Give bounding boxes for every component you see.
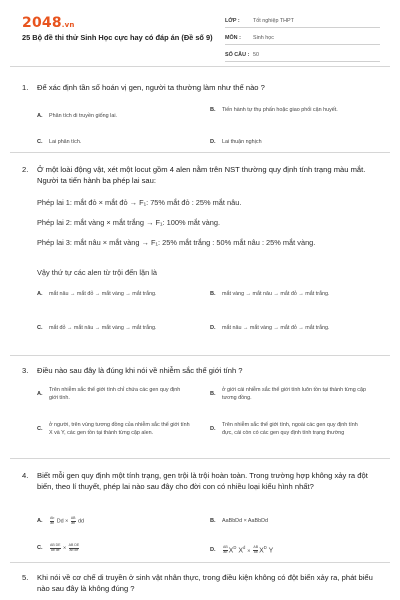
exam-meta: [225, 14, 380, 65]
genotype-fraction: $\frac{AB}{ab}$: [253, 545, 259, 554]
q2-option-d[interactable]: D. mắt nâu → mắt vàng → mắt đỏ → mắt trắng.: [210, 325, 330, 331]
exam-header: [0, 0, 400, 62]
q3-option-b[interactable]: B. ở giới cái nhiễm sắc thể giới tính luôn tồn tại thành từng cặp tương đồng.: [210, 387, 366, 402]
divider: [10, 562, 390, 563]
divider: [10, 152, 390, 153]
meta-class: LỚP : Tốt nghiệp THPT: [225, 14, 380, 28]
meta-question-count: SỐ CÂU : 50: [225, 48, 380, 62]
q3-option-d[interactable]: D. Trên nhiễm sắc thể giới tính, ngoài các gen quy định tính đực, cái còn có các gen quy định tính trạng thường: [210, 422, 358, 437]
q4-option-d[interactable]: D. $\frac{AB}{ab}$ $X^D$ $X^d$ × $\frac{AB}{ab}$ $X^D$ Y: [210, 545, 274, 555]
q2-option-a[interactable]: A. mắt nâu → mắt đỏ → mắt vàng → mắt trắng.: [37, 291, 157, 297]
q4-option-b[interactable]: B. AaBbDd × AaBbDd: [210, 518, 269, 524]
exam-title: 25 Bộ đề thi thử Sinh Học cực hay có đáp án (Đề số 9): [22, 33, 213, 42]
exam-page: 2048.vn 25 Bộ đề thi thử Sinh Học cực hay có đáp án (Đề số 9) LỚP : Tốt nghiệp THPT MÔN : Sinh học SỐ CÂU : 50 1. Để xác định tần số hoán vị gen, người ta thường làm như thế nào ? A. Phân tích di truyền giống lai. B. Tiến hành tự thụ phấn hoặc giao phối cận huyết. C. Lai phân tích. D. Lai thuận nghịch 2. Ở một loài động vật, xét một locut gồm 4 alen nằm trên NST thường quy định tính trạng màu mắt. Người ta tiến hành ba phép lai sau: Phép lai 1: mắt đỏ × mắt đỏ → F₁: 75% mắt đỏ : 25% mắt nâu. Phép lai 2: mắt vàng × mắt trắng → F₁: 100% mắt vàng. Phép lai 3: mắt nâu × mắt vàng → F₁: 25% mắt trắng : 50% mắt nâu : 25% mắt vàng. Vậy thứ tự các alen từ trội đến lặn là A. mắt nâu → mắt đỏ → mắt vàng → mắt trắng. B. mắt vàng → mắt nâu → mắt đỏ → mắt trắng. C. mắt đỏ → mắt nâu → mắt vàng → mắt trắng. D. mắt nâu → mắt vàng → mắt đỏ → mắt trắng. 3. Điều nào sau đây là đúng khi nói về nhiễm sắc thể giới tính ? A. Trên nhiễm sắc thể giới tính chỉ chứa các gen quy định giới tính. B. ở giới cái nhiễm sắc thể giới tính luôn tồn tại thành từng cặp tương đồng. C. ở người, trên vùng tương đồng của nhiễm sắc thể giới tính X và Y, các gen tồn tại thành từng cặp alen. D. Trên nhiễm sắc thể giới tính, ngoài các gen quy định tính đực, cái còn có các gen quy định tính trạng thường 4. Biết mỗi gen quy định một tính trạng, gen trội là trội hoàn toàn. Trong trường hợp không xảy ra đột biến, theo lí thuyết, phép lai nào sau đây cho đời con có nhiều loại kiểu hình nhất? A. $\frac{Ab}{ab}$ Dd × $\frac{AB}{ab}$ dd B. AaBbDd × AaBbDd C. $\frac{\text{AB DE}}{\text{ab de}}$ × $\frac{\text{AB DE}}{\text{ab de}}$ D. $\frac{AB}{ab}$ $X^D$ $X^d$ × $\frac{AB}{ab}$ $X^D$ Y 5. Khi nói về cơ chế di truyền ở sinh vật nhân thực, trong điều kiện không có đột biến xảy ra, phát biểu nào sau đây là không đúng ?: [0, 0, 400, 600]
q2-option-b[interactable]: B. mắt vàng → mắt nâu → mắt đỏ → mắt trắng.: [210, 291, 330, 297]
site-logo[interactable]: 2048.vn: [22, 15, 75, 31]
genotype-fraction: $\frac{Ab}{ab}$: [50, 516, 55, 525]
q2-cross-1: Phép lai 1: mắt đỏ × mắt đỏ → F₁: 75% mắt đỏ : 25% mắt nâu.: [37, 198, 242, 207]
divider: [10, 458, 390, 459]
divider: [10, 66, 390, 67]
q2-prompt: Vậy thứ tự các alen từ trội đến lặn là: [37, 268, 158, 277]
meta-subject: MÔN : Sinh học: [225, 31, 380, 45]
q2-cross-2: Phép lai 2: mắt vàng × mắt trắng → F₁: 100% mắt vàng.: [37, 218, 221, 227]
divider: [10, 355, 390, 356]
q4-option-c[interactable]: C. $\frac{\text{AB DE}}{\text{ab de}}$ × $\frac{\text{AB DE}}{\text{ab de}}$: [37, 543, 80, 552]
q1-option-b[interactable]: B. Tiến hành tự thụ phấn hoặc giao phối cận huyết.: [210, 107, 338, 113]
q4-option-a[interactable]: A. $\frac{Ab}{ab}$ Dd × $\frac{AB}{ab}$ dd: [37, 516, 84, 525]
q3-option-a[interactable]: A. Trên nhiễm sắc thể giới tính chỉ chứa các gen quy định giới tính.: [37, 387, 181, 402]
genotype-fraction: $\frac{\text{AB DE}}{\text{ab de}}$: [50, 543, 61, 552]
genotype-fraction: $\frac{AB}{ab}$: [223, 545, 228, 554]
q1-option-a[interactable]: A. Phân tích di truyền giống lai.: [37, 113, 118, 119]
q3-option-c[interactable]: C. ở người, trên vùng tương đồng của nhiễm sắc thể giới tính X và Y, các gen tồn tại thành từng cặp alen.: [37, 422, 190, 437]
q2-option-c[interactable]: C. mắt đỏ → mắt nâu → mắt vàng → mắt trắng.: [37, 325, 157, 331]
q2-cross-3: Phép lai 3: mắt nâu × mắt vàng → F₁: 25% mắt trắng : 50% mắt nâu : 25% mắt vàng.: [37, 238, 316, 247]
q1-option-c[interactable]: C. Lai phân tích.: [37, 139, 82, 145]
genotype-fraction: $\frac{\text{AB DE}}{\text{ab de}}$: [68, 543, 80, 552]
q1-option-d[interactable]: D. Lai thuận nghịch: [210, 139, 262, 145]
genotype-fraction: $\frac{AB}{ab}$: [70, 516, 76, 525]
